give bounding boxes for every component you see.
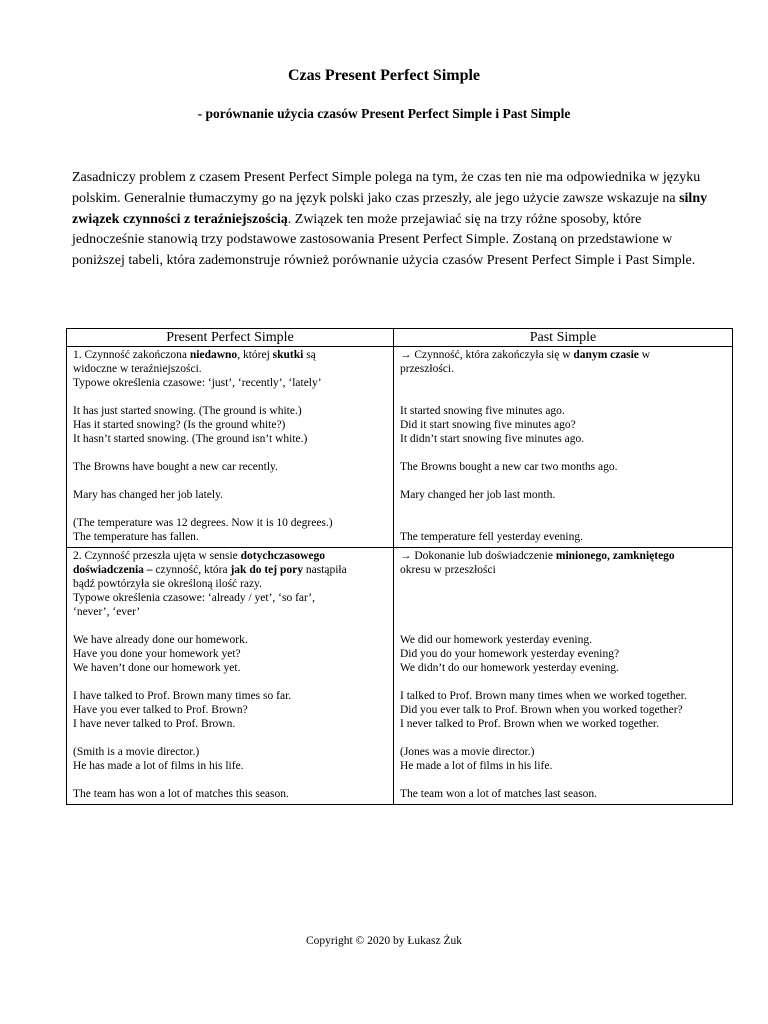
cell-spacer (400, 577, 726, 591)
cell-line (400, 759, 726, 773)
cell-spacer (73, 619, 387, 633)
text-run: , której (237, 349, 273, 361)
page-title: Czas Present Perfect Simple (287, 67, 481, 84)
cell-line (400, 530, 726, 544)
table-row (67, 347, 733, 548)
cell-line (400, 647, 726, 661)
intro-paragraph (72, 168, 712, 272)
cell-line (400, 661, 726, 675)
cell-line (73, 633, 387, 647)
bold-term: minionego, zamkniętego (555, 550, 675, 562)
cell-line (73, 577, 387, 591)
present-perfect-cell (67, 548, 394, 805)
cell-line (400, 404, 726, 418)
past-simple-cell (394, 347, 733, 548)
text-run: (The temperature was 12 degrees. Now it is 10 degrees.) (73, 517, 333, 529)
cell-line (73, 530, 387, 544)
cell-line (73, 703, 387, 717)
text-run: Did you ever talk to Prof. Brown when you worked together? (400, 704, 683, 716)
text-run: → Dokonanie lub doświadczenie (400, 550, 556, 562)
cell-line (73, 647, 387, 661)
cell-line (400, 549, 726, 563)
cell-line (73, 717, 387, 731)
text-run: I have talked to Prof. Brown many times so far. (73, 690, 292, 702)
intro-emphasis: silny związek czynności z teraźniejszością (72, 190, 708, 227)
bold-term: dotychczasowego (240, 550, 325, 562)
cell-line (400, 689, 726, 703)
cell-spacer (400, 376, 726, 390)
cell-line (73, 418, 387, 432)
cell-spacer (400, 773, 726, 787)
text-run: (Smith is a movie director.) (73, 746, 200, 758)
text-run: He has made a lot of films in his life. (73, 760, 244, 772)
text-run: We did our homework yesterday evening. (400, 634, 592, 646)
bold-term: jak do tej pory (230, 564, 303, 576)
text-run: We didn’t do our homework yesterday evening. (400, 662, 619, 674)
cell-line (73, 689, 387, 703)
text-run: nastąpiła (302, 564, 347, 576)
cell-spacer (400, 516, 726, 530)
bold-term: doświadczenia – (73, 564, 153, 576)
cell-line (73, 591, 387, 605)
text-run: 1. Czynność zakończona (73, 349, 190, 361)
cell-line (73, 759, 387, 773)
cell-spacer (73, 731, 387, 745)
cell-line (400, 745, 726, 759)
cell-spacer (400, 731, 726, 745)
cell-line (400, 418, 726, 432)
text-run: w (638, 349, 651, 361)
cell-line (400, 563, 726, 577)
text-run: są (303, 349, 316, 361)
text-run: The team has won a lot of matches this season. (73, 788, 289, 800)
present-perfect-cell (67, 347, 394, 548)
cell-line (400, 633, 726, 647)
text-run: → Czynność, która zakończyła się w (400, 349, 574, 361)
intro-text: Zasadniczy problem z czasem Present Perfect Simple polega na tym, że czas ten nie ma odpowiednika w języku polskim. Generalnie tłumaczymy go na język polski jako czas przeszły, ale jego użycie zawsze wskazuje na (72, 170, 701, 206)
cell-spacer (73, 474, 387, 488)
cell-spacer (400, 619, 726, 633)
cell-line (73, 661, 387, 675)
text-run: We have already done our homework. (73, 634, 248, 646)
past-simple-cell (394, 548, 733, 805)
text-run: Mary changed her job last month. (400, 489, 556, 501)
text-run: Did it start snowing five minutes ago? (400, 419, 576, 431)
header-past-simple: Past Simple (394, 329, 733, 347)
cell-line (400, 787, 726, 801)
cell-spacer (73, 446, 387, 460)
page-subtitle: - porównanie użycia czasów Present Perfect Simple i Past Simple (197, 106, 571, 121)
cell-line (73, 376, 387, 390)
text-run: The Browns have bought a new car recently. (73, 461, 278, 473)
cell-spacer (400, 446, 726, 460)
cell-line (400, 703, 726, 717)
text-run: I have never talked to Prof. Brown. (73, 718, 236, 730)
copyright-footer: Copyright © 2020 by Łukasz Żuk (306, 935, 462, 947)
cell-line (73, 563, 387, 577)
text-run: The Browns bought a new car two months ago. (400, 461, 618, 473)
text-run: Have you done your homework yet? (73, 648, 241, 660)
cell-line (73, 404, 387, 418)
text-run: Have you ever talked to Prof. Brown? (73, 704, 248, 716)
cell-line (73, 460, 387, 474)
cell-line (400, 362, 726, 376)
bold-term: skutki (272, 349, 304, 361)
cell-line (73, 432, 387, 446)
cell-line (400, 348, 726, 362)
cell-spacer (400, 474, 726, 488)
comparison-table (66, 328, 733, 805)
cell-spacer (400, 675, 726, 689)
text-run: ‘never’, ‘ever’ (73, 606, 141, 618)
cell-line (73, 605, 387, 619)
text-run: We haven’t done our homework yet. (73, 662, 241, 674)
text-run: I never talked to Prof. Brown when we worked together. (400, 718, 659, 730)
cell-spacer (73, 675, 387, 689)
cell-spacer (400, 502, 726, 516)
text-run: Typowe określenia czasowe: ‘just’, ‘recently’, ‘lately’ (73, 377, 322, 389)
cell-line (73, 488, 387, 502)
text-run: He made a lot of films in his life. (400, 760, 553, 772)
text-run: It has just started snowing. (The ground is white.) (73, 405, 302, 417)
text-run: 2. Czynność przeszła ujęta w sensie (73, 550, 241, 562)
cell-line (73, 348, 387, 362)
intro-text: . Związek ten może przejawiać się na trzy różne sposoby, które jednocześnie stanowią trzy podstawowe zastosowania Present Perfect Simple. Zostaną on przedstawione w poniższej tabeli, która zademonstruje również porównanie użycia czasów Present Perfect Simple i Past Simple. (72, 211, 696, 269)
text-run: (Jones was a movie director.) (400, 746, 535, 758)
text-run: I talked to Prof. Brown many times when we worked together. (400, 690, 687, 702)
cell-line (400, 717, 726, 731)
cell-spacer (73, 390, 387, 404)
cell-line (73, 549, 387, 563)
text-run: przeszłości. (400, 363, 454, 375)
cell-line (73, 787, 387, 801)
table-row (67, 548, 733, 805)
cell-spacer (400, 591, 726, 605)
text-run: czynność, która (152, 564, 231, 576)
text-run: Typowe określenia czasowe: ‘already / yet’, ‘so far’, (73, 592, 315, 604)
cell-spacer (73, 502, 387, 516)
text-run: The temperature has fallen. (73, 531, 199, 543)
text-run: Mary has changed her job lately. (73, 489, 223, 501)
cell-spacer (73, 773, 387, 787)
text-run: The team won a lot of matches last season. (400, 788, 598, 800)
bold-term: niedawno (189, 349, 238, 361)
text-run: The temperature fell yesterday evening. (400, 531, 583, 543)
cell-line (73, 745, 387, 759)
cell-line (400, 432, 726, 446)
header-present-perfect: Present Perfect Simple (67, 329, 394, 347)
text-run: okresu w przeszłości (400, 564, 496, 576)
cell-line (73, 362, 387, 376)
cell-spacer (400, 390, 726, 404)
text-run: Did you do your homework yesterday evening? (400, 648, 620, 660)
cell-line (400, 460, 726, 474)
text-run: widoczne w teraźniejszości. (73, 363, 202, 375)
text-run: It hasn’t started snowing. (The ground isn’t white.) (73, 433, 308, 445)
cell-line (400, 488, 726, 502)
text-run: bądź powtórzyła sie określoną ilość razy. (73, 578, 262, 590)
table-header-row (67, 329, 733, 347)
cell-line (73, 516, 387, 530)
text-run: Has it started snowing? (Is the ground white?) (73, 419, 286, 431)
bold-term: danym czasie (573, 349, 639, 361)
text-run: It started snowing five minutes ago. (400, 405, 565, 417)
text-run: It didn’t start snowing five minutes ago. (400, 433, 585, 445)
cell-spacer (400, 605, 726, 619)
